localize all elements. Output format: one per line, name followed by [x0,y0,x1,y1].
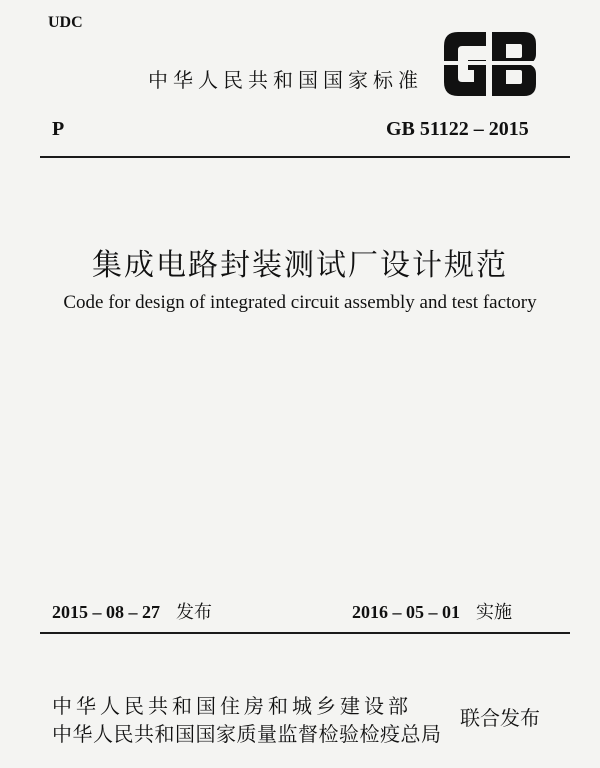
issuer-line-1: 中华人民共和国住房和城乡建设部 [52,694,412,718]
udc-label: UDC [48,14,83,31]
title-english: Code for design of integrated circuit assembly and test factory [63,292,537,313]
issuer-line-2: 中华人民共和国国家质量监督检验检疫总局 [52,722,442,746]
implement-date-block [352,598,512,624]
standard-number: GB 51122 – 2015 [386,118,529,140]
issue-label: 发布 [176,602,212,623]
implement-date: 2016 – 05 – 01 [352,602,460,622]
top-divider [40,156,570,158]
national-standard-heading: 中华人民共和国国家标准 [148,68,423,92]
classification-code: P [52,118,65,140]
implement-label: 实施 [476,602,512,623]
joint-issue-label: 联合发布 [460,706,540,730]
issue-date: 2015 – 08 – 27 [52,602,160,622]
title-chinese: 集成电路封装测试厂设计规范 [92,248,508,283]
gb-logo [440,28,540,100]
bottom-divider [40,632,570,634]
issue-date-block [52,598,212,624]
